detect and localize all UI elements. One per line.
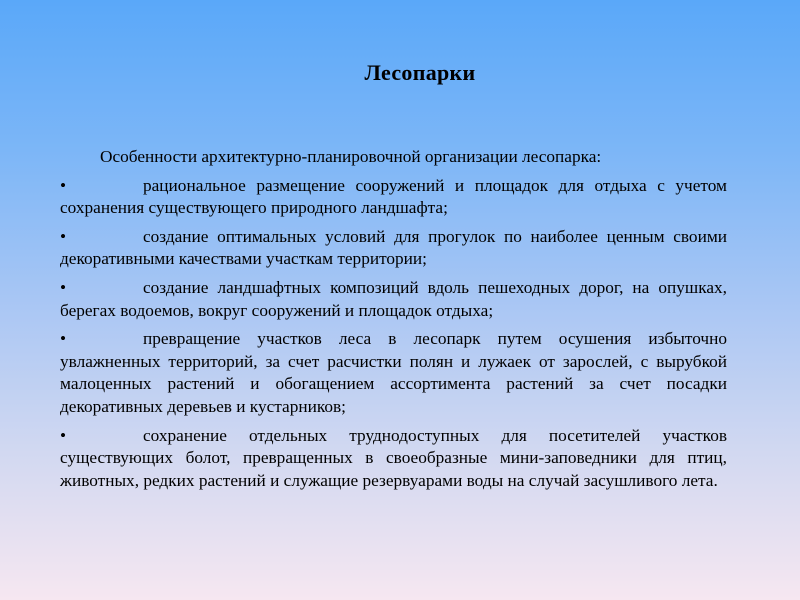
bullet-item <box>60 328 727 418</box>
bullet-text: рациональное размещение сооружений и площадок для отдыха с учетом сохранения существующего природного ландшафта; <box>60 175 727 218</box>
bullet-item <box>60 175 727 220</box>
bullet-text: превращение участков леса в лесопарк путем осушения избыточно увлажненных территорий, за счет расчистки полян и лужаек от зарослей, с вырубкой малоценных растений и обогащением ассортимента растений за счет посадки декоративных деревьев и кустарников; <box>60 329 727 416</box>
slide-content <box>60 146 727 498</box>
bullet-item <box>60 425 727 493</box>
bullet-icon: • <box>60 425 67 445</box>
bullet-icon: • <box>60 226 67 246</box>
bullet-icon: • <box>60 175 67 195</box>
bullet-item <box>60 226 727 271</box>
bullet-icon: • <box>60 329 67 349</box>
bullet-item <box>60 277 727 322</box>
bullet-icon: • <box>60 277 67 297</box>
intro-text: Особенности архитектурно-планировочной организации лесопарка: <box>100 147 602 166</box>
slide-title: Лесопарки <box>364 60 476 85</box>
bullet-text: сохранение отдельных труднодоступных для посетителей участков существующих болот, превращенных в своеобразные мини-заповедники для птиц, животных, редких растений и служащие резервуарами воды на случай засушливого лета. <box>60 425 727 490</box>
bullet-text: создание ландшафтных композиций вдоль пешеходных дорог, на опушках, берегах водоемов, вокруг сооружений и площадок отдыха; <box>60 277 727 320</box>
bullet-text: создание оптимальных условий для прогулок по наиболее ценным своими декоративными качествами участкам территории; <box>60 226 727 269</box>
